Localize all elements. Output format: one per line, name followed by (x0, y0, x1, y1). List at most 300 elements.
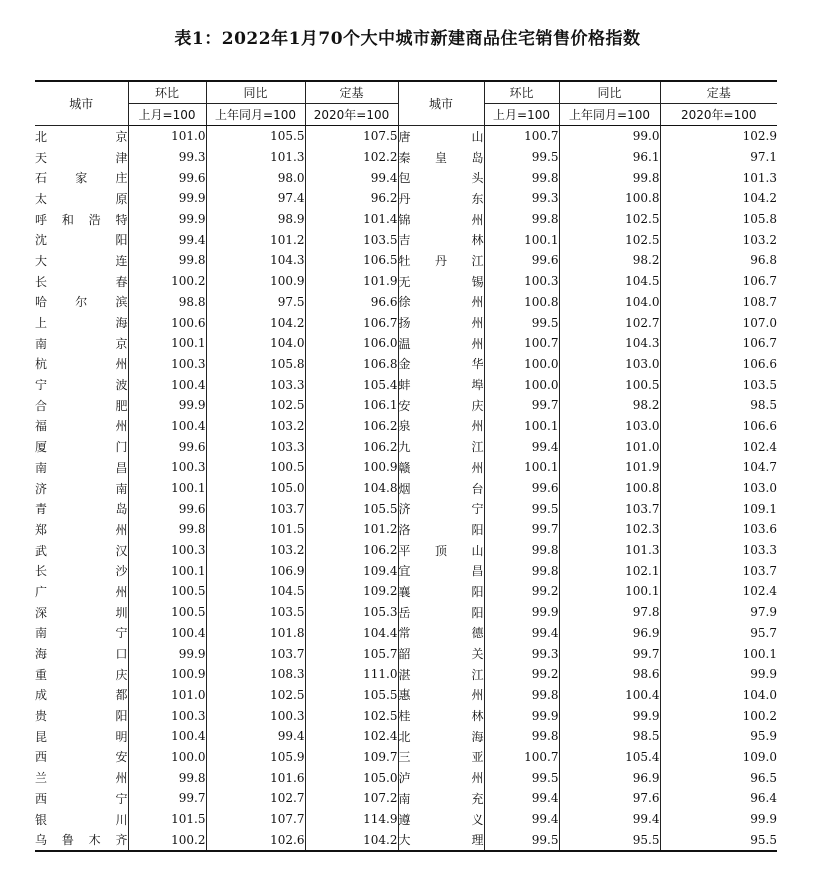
yoy-value-right: 102.7 (559, 312, 660, 333)
mom-value-right: 100.8 (484, 292, 559, 313)
price-index-table (35, 80, 777, 852)
base-value-left: 109.2 (305, 581, 398, 602)
base-value-right: 100.1 (660, 643, 777, 664)
yoy-value-left: 101.6 (206, 767, 305, 788)
mom-value-right: 99.7 (484, 519, 559, 540)
mom-value-left: 100.5 (128, 581, 206, 602)
city-name-left: 青岛 (35, 498, 128, 519)
mom-value-left: 100.6 (128, 312, 206, 333)
mom-value-right: 99.2 (484, 581, 559, 602)
mom-value-right: 99.4 (484, 436, 559, 457)
mom-value-left: 100.5 (128, 602, 206, 623)
yoy-value-right: 100.4 (559, 685, 660, 706)
table-row (35, 519, 777, 540)
base-value-right: 106.7 (660, 333, 777, 354)
yoy-value-left: 101.8 (206, 623, 305, 644)
base-value-left: 99.4 (305, 167, 398, 188)
table-row (35, 747, 777, 768)
mom-value-left: 98.8 (128, 292, 206, 313)
yoy-value-left: 97.4 (206, 188, 305, 209)
city-name-right: 唐山 (398, 126, 484, 147)
subheader-mom-left: 上月=100 (128, 104, 206, 126)
base-value-right: 103.3 (660, 540, 777, 561)
city-name-right: 九江 (398, 436, 484, 457)
mom-value-right: 99.6 (484, 478, 559, 499)
yoy-value-left: 103.2 (206, 416, 305, 437)
city-name-right: 锦州 (398, 209, 484, 230)
yoy-value-right: 99.9 (559, 705, 660, 726)
mom-value-left: 100.2 (128, 829, 206, 851)
base-value-left: 105.5 (305, 498, 398, 519)
table-row (35, 333, 777, 354)
mom-value-left: 101.0 (128, 126, 206, 147)
table-row (35, 126, 777, 147)
yoy-value-left: 102.5 (206, 685, 305, 706)
city-name-left: 长春 (35, 271, 128, 292)
mom-value-right: 100.1 (484, 229, 559, 250)
city-name-right: 惠州 (398, 685, 484, 706)
base-value-left: 107.2 (305, 788, 398, 809)
yoy-value-right: 99.7 (559, 643, 660, 664)
yoy-value-left: 104.2 (206, 312, 305, 333)
city-name-right: 常德 (398, 623, 484, 644)
base-value-left: 106.5 (305, 250, 398, 271)
city-name-left: 合肥 (35, 395, 128, 416)
yoy-value-right: 104.0 (559, 292, 660, 313)
base-value-right: 99.9 (660, 809, 777, 830)
yoy-value-left: 99.4 (206, 726, 305, 747)
city-name-left: 海口 (35, 643, 128, 664)
table-row (35, 478, 777, 499)
yoy-value-left: 105.5 (206, 126, 305, 147)
base-value-right: 102.4 (660, 436, 777, 457)
header-yoy-right: 同比 (559, 81, 660, 104)
mom-value-right: 100.1 (484, 457, 559, 478)
city-name-right: 韶关 (398, 643, 484, 664)
yoy-value-left: 104.5 (206, 581, 305, 602)
base-value-right: 95.5 (660, 829, 777, 851)
base-value-left: 106.2 (305, 540, 398, 561)
base-value-left: 106.1 (305, 395, 398, 416)
city-name-left: 重庆 (35, 664, 128, 685)
yoy-value-right: 98.6 (559, 664, 660, 685)
mom-value-left: 100.9 (128, 664, 206, 685)
base-value-left: 96.6 (305, 292, 398, 313)
table-row (35, 147, 777, 168)
table-row (35, 436, 777, 457)
yoy-value-right: 102.3 (559, 519, 660, 540)
yoy-value-right: 95.5 (559, 829, 660, 851)
mom-value-left: 100.1 (128, 333, 206, 354)
mom-value-left: 99.9 (128, 188, 206, 209)
base-value-right: 95.7 (660, 623, 777, 644)
yoy-value-left: 98.9 (206, 209, 305, 230)
mom-value-right: 99.8 (484, 560, 559, 581)
base-value-left: 105.0 (305, 767, 398, 788)
table-row (35, 498, 777, 519)
yoy-value-right: 98.2 (559, 250, 660, 271)
base-value-right: 105.8 (660, 209, 777, 230)
mom-value-right: 100.7 (484, 126, 559, 147)
base-value-right: 101.3 (660, 167, 777, 188)
city-name-left: 贵阳 (35, 705, 128, 726)
base-value-left: 105.3 (305, 602, 398, 623)
yoy-value-right: 100.5 (559, 374, 660, 395)
subheader-base-left: 2020年=100 (305, 104, 398, 126)
yoy-value-left: 105.0 (206, 478, 305, 499)
city-name-left: 西安 (35, 747, 128, 768)
city-name-right: 岳阳 (398, 602, 484, 623)
yoy-value-left: 100.3 (206, 705, 305, 726)
table-row (35, 643, 777, 664)
yoy-value-left: 101.5 (206, 519, 305, 540)
base-value-right: 104.2 (660, 188, 777, 209)
mom-value-right: 99.8 (484, 167, 559, 188)
yoy-value-left: 102.5 (206, 395, 305, 416)
base-value-left: 96.2 (305, 188, 398, 209)
city-name-right: 襄阳 (398, 581, 484, 602)
base-value-left: 106.7 (305, 312, 398, 333)
city-name-left: 南京 (35, 333, 128, 354)
yoy-value-right: 102.5 (559, 229, 660, 250)
header-base-left: 定基 (305, 81, 398, 104)
base-value-left: 101.9 (305, 271, 398, 292)
table-row (35, 767, 777, 788)
yoy-value-right: 99.0 (559, 126, 660, 147)
mom-value-right: 99.4 (484, 809, 559, 830)
city-name-right: 扬州 (398, 312, 484, 333)
mom-value-left: 100.1 (128, 478, 206, 499)
base-value-right: 106.7 (660, 271, 777, 292)
base-value-right: 103.5 (660, 374, 777, 395)
city-name-right: 湛江 (398, 664, 484, 685)
base-value-right: 109.0 (660, 747, 777, 768)
yoy-value-right: 96.1 (559, 147, 660, 168)
mom-value-right: 99.5 (484, 147, 559, 168)
base-value-right: 100.2 (660, 705, 777, 726)
city-name-right: 牡丹江 (398, 250, 484, 271)
mom-value-left: 100.4 (128, 726, 206, 747)
city-name-right: 洛阳 (398, 519, 484, 540)
base-value-right: 95.9 (660, 726, 777, 747)
yoy-value-left: 105.9 (206, 747, 305, 768)
yoy-value-right: 99.8 (559, 167, 660, 188)
mom-value-right: 99.2 (484, 664, 559, 685)
header-mom-left: 环比 (128, 81, 206, 104)
mom-value-right: 100.0 (484, 374, 559, 395)
yoy-value-right: 98.2 (559, 395, 660, 416)
base-value-right: 103.7 (660, 560, 777, 581)
yoy-value-left: 104.0 (206, 333, 305, 354)
city-name-right: 包头 (398, 167, 484, 188)
table-row (35, 602, 777, 623)
mom-value-right: 100.1 (484, 416, 559, 437)
city-name-left: 石家庄 (35, 167, 128, 188)
table-row (35, 250, 777, 271)
city-name-left: 杭州 (35, 354, 128, 375)
table-row (35, 229, 777, 250)
yoy-value-left: 103.7 (206, 498, 305, 519)
mom-value-left: 99.4 (128, 229, 206, 250)
base-value-right: 96.5 (660, 767, 777, 788)
table-row (35, 581, 777, 602)
city-name-right: 秦皇岛 (398, 147, 484, 168)
table-row (35, 829, 777, 851)
mom-value-right: 99.4 (484, 623, 559, 644)
table-row (35, 560, 777, 581)
mom-value-left: 99.6 (128, 436, 206, 457)
mom-value-left: 99.9 (128, 209, 206, 230)
yoy-value-left: 108.3 (206, 664, 305, 685)
base-value-left: 106.8 (305, 354, 398, 375)
yoy-value-right: 103.0 (559, 416, 660, 437)
subheader-mom-right: 上月=100 (484, 104, 559, 126)
yoy-value-left: 97.5 (206, 292, 305, 313)
header-city-left: 城市 (35, 81, 128, 126)
city-name-left: 长沙 (35, 560, 128, 581)
table-row (35, 788, 777, 809)
yoy-value-left: 100.9 (206, 271, 305, 292)
mom-value-right: 100.7 (484, 333, 559, 354)
yoy-value-right: 96.9 (559, 767, 660, 788)
header-base-right: 定基 (660, 81, 777, 104)
city-name-right: 大理 (398, 829, 484, 851)
city-name-left: 北京 (35, 126, 128, 147)
yoy-value-right: 105.4 (559, 747, 660, 768)
mom-value-left: 101.0 (128, 685, 206, 706)
city-name-right: 平顶山 (398, 540, 484, 561)
city-name-right: 北海 (398, 726, 484, 747)
table-body (35, 126, 777, 852)
base-value-right: 102.9 (660, 126, 777, 147)
city-name-left: 西宁 (35, 788, 128, 809)
yoy-value-right: 96.9 (559, 623, 660, 644)
yoy-value-left: 100.5 (206, 457, 305, 478)
base-value-right: 108.7 (660, 292, 777, 313)
yoy-value-right: 101.9 (559, 457, 660, 478)
city-name-right: 温州 (398, 333, 484, 354)
table-row (35, 167, 777, 188)
base-value-left: 106.2 (305, 436, 398, 457)
base-value-left: 101.2 (305, 519, 398, 540)
yoy-value-right: 102.1 (559, 560, 660, 581)
city-name-left: 福州 (35, 416, 128, 437)
base-value-left: 103.5 (305, 229, 398, 250)
mom-value-left: 99.6 (128, 167, 206, 188)
city-name-left: 上海 (35, 312, 128, 333)
mom-value-left: 100.4 (128, 416, 206, 437)
base-value-left: 109.7 (305, 747, 398, 768)
city-name-left: 成都 (35, 685, 128, 706)
header-mom-right: 环比 (484, 81, 559, 104)
yoy-value-left: 102.6 (206, 829, 305, 851)
city-name-right: 济宁 (398, 498, 484, 519)
base-value-left: 106.2 (305, 416, 398, 437)
city-name-right: 金华 (398, 354, 484, 375)
mom-value-right: 99.5 (484, 312, 559, 333)
table-row (35, 685, 777, 706)
city-name-left: 深圳 (35, 602, 128, 623)
base-value-left: 102.2 (305, 147, 398, 168)
base-value-right: 103.0 (660, 478, 777, 499)
yoy-value-right: 97.6 (559, 788, 660, 809)
city-name-left: 昆明 (35, 726, 128, 747)
mom-value-right: 99.9 (484, 602, 559, 623)
base-value-right: 97.1 (660, 147, 777, 168)
mom-value-left: 99.7 (128, 788, 206, 809)
mom-value-right: 99.8 (484, 685, 559, 706)
table-row (35, 705, 777, 726)
table-row (35, 292, 777, 313)
mom-value-left: 99.9 (128, 395, 206, 416)
base-value-left: 104.4 (305, 623, 398, 644)
base-value-right: 104.7 (660, 457, 777, 478)
city-name-left: 呼和浩特 (35, 209, 128, 230)
mom-value-left: 99.3 (128, 147, 206, 168)
header-yoy-left: 同比 (206, 81, 305, 104)
city-name-right: 吉林 (398, 229, 484, 250)
mom-value-left: 99.8 (128, 767, 206, 788)
yoy-value-left: 98.0 (206, 167, 305, 188)
city-name-left: 沈阳 (35, 229, 128, 250)
base-value-left: 101.4 (305, 209, 398, 230)
city-name-left: 济南 (35, 478, 128, 499)
mom-value-right: 99.5 (484, 498, 559, 519)
city-name-left: 天津 (35, 147, 128, 168)
mom-value-right: 99.5 (484, 767, 559, 788)
mom-value-left: 100.1 (128, 560, 206, 581)
mom-value-right: 99.8 (484, 540, 559, 561)
subheader-base-right: 2020年=100 (660, 104, 777, 126)
base-value-left: 105.5 (305, 685, 398, 706)
city-name-right: 遵义 (398, 809, 484, 830)
city-name-left: 兰州 (35, 767, 128, 788)
base-value-right: 103.6 (660, 519, 777, 540)
header-row (35, 81, 777, 104)
city-name-left: 太原 (35, 188, 128, 209)
yoy-value-left: 103.3 (206, 374, 305, 395)
subheader-yoy-right: 上年同月=100 (559, 104, 660, 126)
mom-value-left: 99.9 (128, 643, 206, 664)
city-name-right: 泸州 (398, 767, 484, 788)
yoy-value-left: 103.5 (206, 602, 305, 623)
base-value-left: 104.2 (305, 829, 398, 851)
mom-value-right: 100.3 (484, 271, 559, 292)
city-name-left: 南宁 (35, 623, 128, 644)
mom-value-right: 99.8 (484, 209, 559, 230)
table-row (35, 271, 777, 292)
base-value-left: 102.4 (305, 726, 398, 747)
city-name-left: 大连 (35, 250, 128, 271)
base-value-right: 106.6 (660, 354, 777, 375)
base-value-right: 99.9 (660, 664, 777, 685)
yoy-value-right: 99.4 (559, 809, 660, 830)
city-name-right: 宜昌 (398, 560, 484, 581)
table-row (35, 416, 777, 437)
base-value-right: 106.6 (660, 416, 777, 437)
mom-value-left: 99.8 (128, 519, 206, 540)
city-name-right: 烟台 (398, 478, 484, 499)
mom-value-right: 99.4 (484, 788, 559, 809)
yoy-value-left: 102.7 (206, 788, 305, 809)
base-value-left: 102.5 (305, 705, 398, 726)
table-row (35, 312, 777, 333)
table-row (35, 540, 777, 561)
mom-value-right: 99.7 (484, 395, 559, 416)
city-name-right: 丹东 (398, 188, 484, 209)
city-name-right: 赣州 (398, 457, 484, 478)
base-value-left: 105.7 (305, 643, 398, 664)
mom-value-left: 100.3 (128, 705, 206, 726)
header-city-right: 城市 (398, 81, 484, 126)
mom-value-right: 99.6 (484, 250, 559, 271)
yoy-value-right: 104.3 (559, 333, 660, 354)
mom-value-right: 99.9 (484, 705, 559, 726)
city-name-left: 厦门 (35, 436, 128, 457)
yoy-value-left: 104.3 (206, 250, 305, 271)
mom-value-right: 100.7 (484, 747, 559, 768)
yoy-value-left: 106.9 (206, 560, 305, 581)
yoy-value-right: 102.5 (559, 209, 660, 230)
mom-value-left: 100.2 (128, 271, 206, 292)
mom-value-right: 99.5 (484, 829, 559, 851)
table-row (35, 395, 777, 416)
base-value-right: 102.4 (660, 581, 777, 602)
city-name-right: 徐州 (398, 292, 484, 313)
table-row (35, 809, 777, 830)
yoy-value-right: 101.0 (559, 436, 660, 457)
yoy-value-right: 101.3 (559, 540, 660, 561)
base-value-left: 109.4 (305, 560, 398, 581)
mom-value-left: 100.4 (128, 374, 206, 395)
city-name-left: 宁波 (35, 374, 128, 395)
yoy-value-right: 100.8 (559, 188, 660, 209)
mom-value-left: 99.8 (128, 250, 206, 271)
base-value-right: 96.4 (660, 788, 777, 809)
yoy-value-right: 98.5 (559, 726, 660, 747)
yoy-value-left: 103.3 (206, 436, 305, 457)
subheader-yoy-left: 上年同月=100 (206, 104, 305, 126)
table-row (35, 623, 777, 644)
yoy-value-right: 103.0 (559, 354, 660, 375)
mom-value-right: 100.0 (484, 354, 559, 375)
yoy-value-right: 100.8 (559, 478, 660, 499)
base-value-right: 98.5 (660, 395, 777, 416)
city-name-left: 乌鲁木齐 (35, 829, 128, 851)
base-value-left: 107.5 (305, 126, 398, 147)
city-name-left: 哈尔滨 (35, 292, 128, 313)
base-value-left: 114.9 (305, 809, 398, 830)
city-name-right: 南充 (398, 788, 484, 809)
mom-value-left: 100.0 (128, 747, 206, 768)
city-name-right: 泉州 (398, 416, 484, 437)
yoy-value-right: 103.7 (559, 498, 660, 519)
city-name-left: 武汉 (35, 540, 128, 561)
table-row (35, 726, 777, 747)
mom-value-left: 100.3 (128, 540, 206, 561)
base-value-left: 100.9 (305, 457, 398, 478)
table-row (35, 374, 777, 395)
mom-value-left: 100.4 (128, 623, 206, 644)
base-value-right: 109.1 (660, 498, 777, 519)
mom-value-right: 99.8 (484, 726, 559, 747)
mom-value-left: 101.5 (128, 809, 206, 830)
table-row (35, 457, 777, 478)
table-row (35, 209, 777, 230)
table-row (35, 188, 777, 209)
yoy-value-left: 101.2 (206, 229, 305, 250)
yoy-value-right: 97.8 (559, 602, 660, 623)
